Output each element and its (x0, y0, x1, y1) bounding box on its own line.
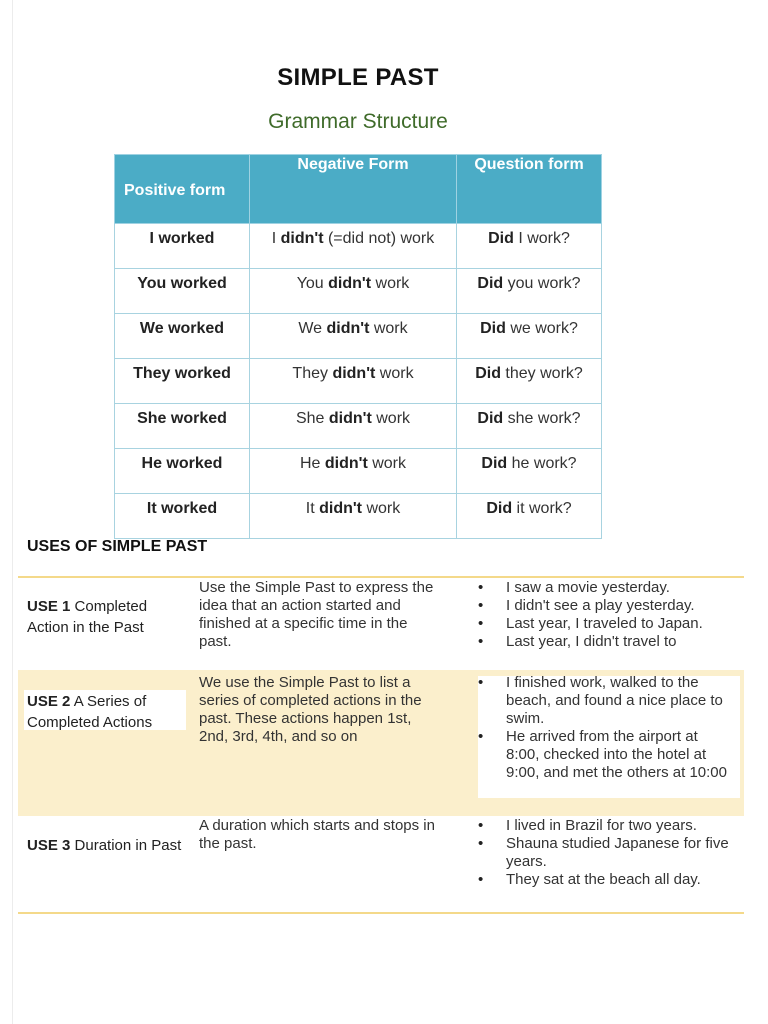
use-2-examples (478, 674, 734, 782)
question-form-cell-text: Did (481, 455, 508, 472)
use-1-title: Completed Action in the Past (27, 598, 148, 636)
question-form-cell-text: we work? (505, 320, 578, 337)
use-3-label (27, 835, 187, 856)
negative-form-cell-text: (=did not) work (323, 230, 435, 247)
question-form-cell (457, 449, 602, 494)
header-question-form: Question form (457, 155, 602, 224)
question-form-cell (457, 359, 602, 404)
question-form-cell (457, 404, 602, 449)
page-title: SIMPLE PAST (277, 64, 439, 91)
negative-form-cell (250, 224, 457, 269)
negative-form-cell-text: didn't (324, 455, 368, 472)
uses-heading: USES OF SIMPLE PAST (27, 538, 208, 555)
header-positive-form: Positive form (115, 155, 250, 224)
negative-form-cell-text: It (305, 500, 320, 517)
positive-form-cell: She worked (115, 404, 250, 449)
positive-form-cell: It worked (115, 494, 250, 539)
list-item: • Last year, I traveled to Japan. (478, 615, 734, 633)
negative-form-cell-text: I (271, 230, 281, 247)
table-row (115, 359, 602, 404)
table-row (115, 494, 602, 539)
negative-form-cell (250, 494, 457, 539)
question-form-cell-text: Did (480, 320, 506, 337)
uses-bottom-rule (18, 912, 744, 914)
question-form-cell-text: Did (477, 410, 504, 427)
question-form-cell (457, 224, 602, 269)
page-edge (12, 0, 13, 1024)
use-1-examples (478, 579, 734, 651)
list-item: • I didn't see a play yesterday. (478, 597, 734, 615)
use-3-title: Duration in Past (70, 837, 182, 854)
negative-form-cell-text: didn't (332, 365, 376, 382)
list-item: • I saw a movie yesterday. (478, 579, 734, 597)
question-form-cell (457, 314, 602, 359)
use-2-label (27, 691, 187, 733)
negative-form-cell-text: She (295, 410, 329, 427)
use-2-title: A Series of Completed Actions (27, 693, 153, 731)
negative-form-cell-text: work (367, 455, 407, 472)
use-2-description: We use the Simple Past to list a series of completed actions in the past. These actions happen 1st, 2nd, 3rd, 4th, and so on (199, 674, 422, 745)
use-1-number: USE 1 (27, 598, 71, 615)
list-item: • Shauna studied Japanese for five years. (478, 835, 734, 871)
list-item: • He arrived from the airport at 8:00, checked into the hotel at 9:00, and met the others at 10:00 (478, 728, 734, 782)
table-row (115, 404, 602, 449)
question-form-cell-text: Did (488, 230, 514, 247)
negative-form-cell (250, 449, 457, 494)
question-form-cell-text: they work? (500, 365, 583, 382)
negative-form-cell (250, 314, 457, 359)
question-form-cell-text: Did (477, 275, 504, 292)
negative-form-cell-text: They (292, 365, 333, 382)
table-row (115, 269, 602, 314)
negative-form-cell-text: We (298, 320, 327, 337)
question-form-cell (457, 494, 602, 539)
table-row (115, 224, 602, 269)
use-1-description: Use the Simple Past to express the idea that an action started and finished at a specific time in the past. (199, 579, 434, 650)
negative-form-cell-text: work (371, 410, 411, 427)
negative-form-cell-text: work (371, 275, 410, 292)
question-form-cell-text: you work? (503, 275, 581, 292)
negative-form-cell-text: didn't (328, 410, 372, 427)
question-form-cell-text: he work? (507, 455, 577, 472)
uses-top-rule (18, 576, 744, 578)
page-subtitle: Grammar Structure (268, 110, 448, 133)
table-row (115, 449, 602, 494)
negative-form-cell-text: didn't (328, 275, 372, 292)
use-3-examples (478, 817, 734, 889)
use-3-number: USE 3 (27, 837, 71, 854)
negative-form-cell (250, 269, 457, 314)
question-form-cell-text: I work? (513, 230, 570, 247)
use-1-label (27, 596, 187, 638)
question-form-cell-text: she work? (503, 410, 581, 427)
grammar-table-body (115, 224, 602, 539)
positive-form-cell: You worked (115, 269, 250, 314)
table-header-row (115, 155, 602, 224)
negative-form-cell-text: work (362, 500, 401, 517)
positive-form-cell: We worked (115, 314, 250, 359)
negative-form-cell (250, 404, 457, 449)
list-item: • Last year, I didn't travel to (478, 633, 734, 651)
negative-form-cell-text: He (299, 455, 325, 472)
grammar-structure-table (114, 154, 602, 539)
list-item: • I finished work, walked to the beach, and found a nice place to swim. (478, 674, 734, 728)
negative-form-cell (250, 359, 457, 404)
list-item: • I lived in Brazil for two years. (478, 817, 734, 835)
positive-form-cell: They worked (115, 359, 250, 404)
question-form-cell-text: it work? (512, 500, 572, 517)
question-form-cell-text: Did (486, 500, 513, 517)
negative-form-cell-text: You (296, 275, 329, 292)
positive-form-cell: I worked (115, 224, 250, 269)
question-form-cell (457, 269, 602, 314)
table-row (115, 314, 602, 359)
negative-form-cell-text: work (369, 320, 408, 337)
negative-form-cell-text: didn't (326, 320, 370, 337)
use-2-number: USE 2 (27, 693, 71, 710)
use-3-description: A duration which starts and stops in the past. (199, 817, 435, 852)
header-negative-form: Negative Form (250, 155, 457, 224)
positive-form-cell: He worked (115, 449, 250, 494)
list-item: • They sat at the beach all day. (478, 871, 734, 889)
question-form-cell-text: Did (475, 365, 501, 382)
negative-form-cell-text: didn't (319, 500, 362, 517)
negative-form-cell-text: didn't (280, 230, 324, 247)
negative-form-cell-text: work (375, 365, 414, 382)
